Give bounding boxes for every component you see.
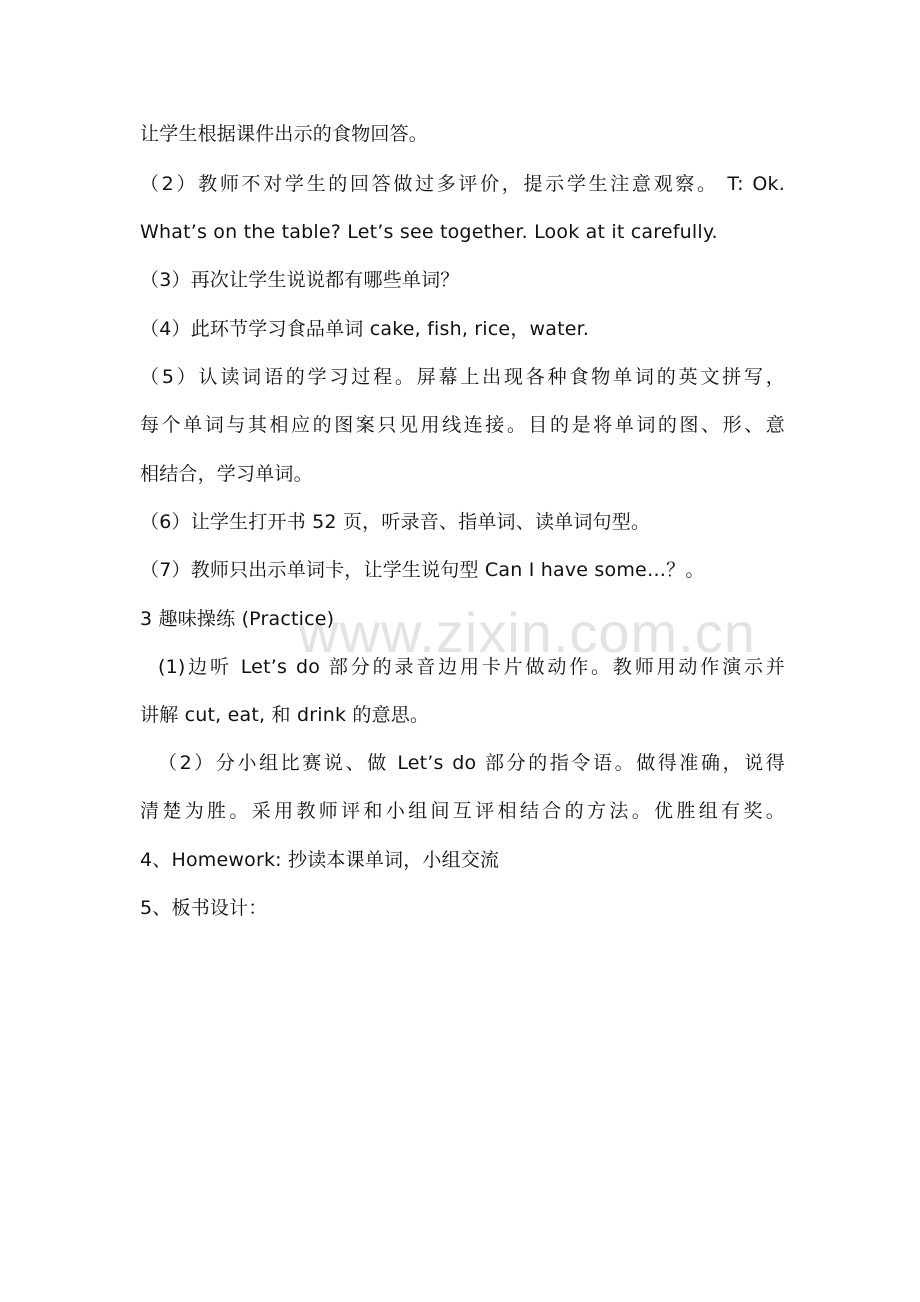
text-line: （4）此环节学习食品单词 cake, fish, rice，water.: [140, 318, 590, 340]
text-line: 让学生根据课件出示的食物回答。: [140, 123, 429, 145]
section-heading: 5、板书设计：: [140, 897, 268, 919]
text-line: （6）让学生打开书 52 页，听录音、指单词、读单词句型。: [140, 511, 651, 533]
text-line: （5）认读词语的学习过程。屏幕上出现各种食物单词的英文拼写，: [140, 366, 785, 388]
text-line: 讲解 cut, eat, 和 drink 的意思。: [140, 704, 430, 726]
text-line: (1)边听 Let’s do 部分的录音边用卡片做动作。教师用动作演示并: [158, 656, 785, 678]
section-heading: 4、Homework: 抄读本课单词，小组交流: [140, 849, 500, 871]
text-line: （2）分小组比赛说、做 Let’s do 部分的指令语。做得准确，说得: [158, 752, 785, 774]
text-line: （2）教师不对学生的回答做过多评价，提示学生注意观察。 T: Ok.: [140, 173, 785, 195]
text-line: （3）再次让学生说说都有哪些单词？: [140, 269, 460, 291]
text-line: （7）教师只出示单词卡，让学生说句型 Can I have some…？。: [140, 559, 705, 581]
text-line: 清楚为胜。采用教师评和小组间互评相结合的方法。优胜组有奖。: [140, 800, 785, 822]
text-line: What’s on the table? Let’s see together. Look at it carefully.: [140, 221, 718, 243]
section-heading: 3 趣味操练 (Practice): [140, 608, 335, 630]
text-line: 每个单词与其相应的图案只见用线连接。目的是将单词的图、形、意: [140, 414, 785, 436]
watermark: www.zixin.com.cn: [298, 601, 756, 664]
text-line: 相结合，学习单词。: [140, 463, 313, 485]
